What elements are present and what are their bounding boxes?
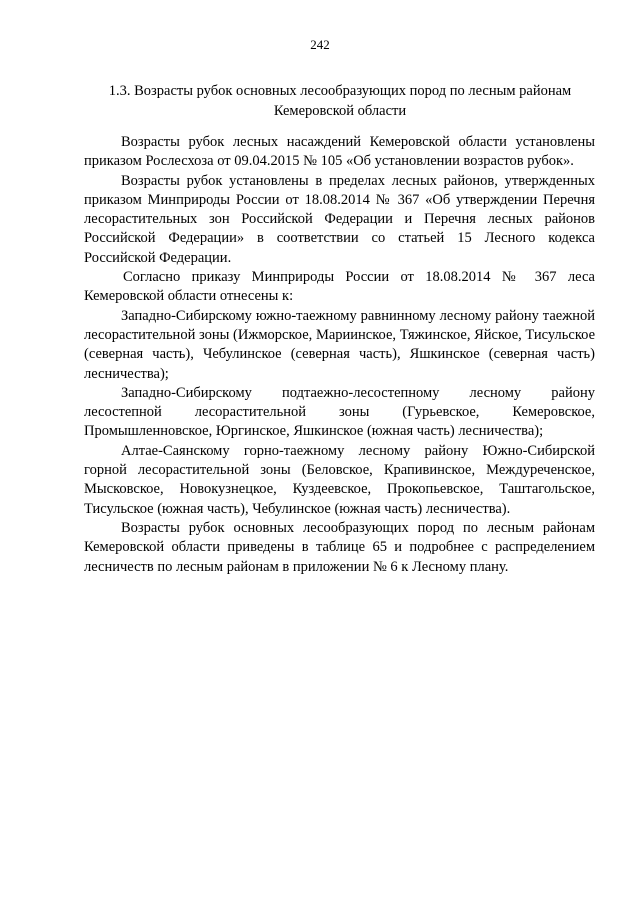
paragraph-table-reference: Возрасты рубок основных лесообразующих пород по лесным районам Кемеровской области приведены в таблице 65 и подробнее с распределением лесничеств по лесным районам в приложении № 6 к Лесному плану. xyxy=(84,519,595,575)
paragraph-felling-age-order: Возрасты рубок лесных насаждений Кемеровской области установлены приказом Рослесхоза от 09.04.2015 № 105 «Об установлении возрастов рубок». xyxy=(84,134,595,170)
section-heading-line-2: Кемеровской области xyxy=(273,103,407,119)
paragraph-forests-assigned: Согласно приказу Минприроды России от 18.08.2014 № 367 леса Кемеровской области отнесены к: xyxy=(84,269,595,305)
section-heading xyxy=(100,81,580,121)
page-number: 242 xyxy=(310,37,330,52)
section-heading-line-1: 1.3. Возрасты рубок основных лесообразующих пород по лесным районам xyxy=(108,83,572,99)
paragraph-forest-districts-order: Возрасты рубок установлены в пределах лесных районов, утвержденных приказом Минприроды России от 18.08.2014 № 367 «Об утверждении Перечня лесорастительных зон Российской Федерации и Перечня лесных районов Российской Федерации» в соответствии со статьей 15 Лесного кодекса Российской Федерации. xyxy=(84,172,595,266)
paragraph-altai-sayan-district: Алтае-Саянскому горно-таежному лесному району Южно-Сибирской горной лесорастительной зоны (Беловское, Крапивинское, Междуреченское, Мысковское, Новокузнецкое, Куздеевское, Прокопьевское, Таштагольское, Тисульское (южная часть), Чебулинское (южная часть) лесничества). xyxy=(84,442,595,517)
paragraph-south-taiga-district: Западно-Сибирскому южно-таежному равнинному лесному району таежной лесорастительной зоны (Ижморское, Мариинское, Тяжинское, Яйское, Тисульское (северная часть), Чебулинское (северная часть), Яшкинское (северная часть) лесничества); xyxy=(84,307,595,382)
document-body xyxy=(84,133,595,577)
paragraph-forest-steppe-district: Западно-Сибирскому подтаежно-лесостепному лесному району лесостепной лесорастительной зоны (Гурьевское, Кемеровское, Промышленновское, Юргинское, Яшкинское (южная часть) лесничества); xyxy=(84,384,595,440)
